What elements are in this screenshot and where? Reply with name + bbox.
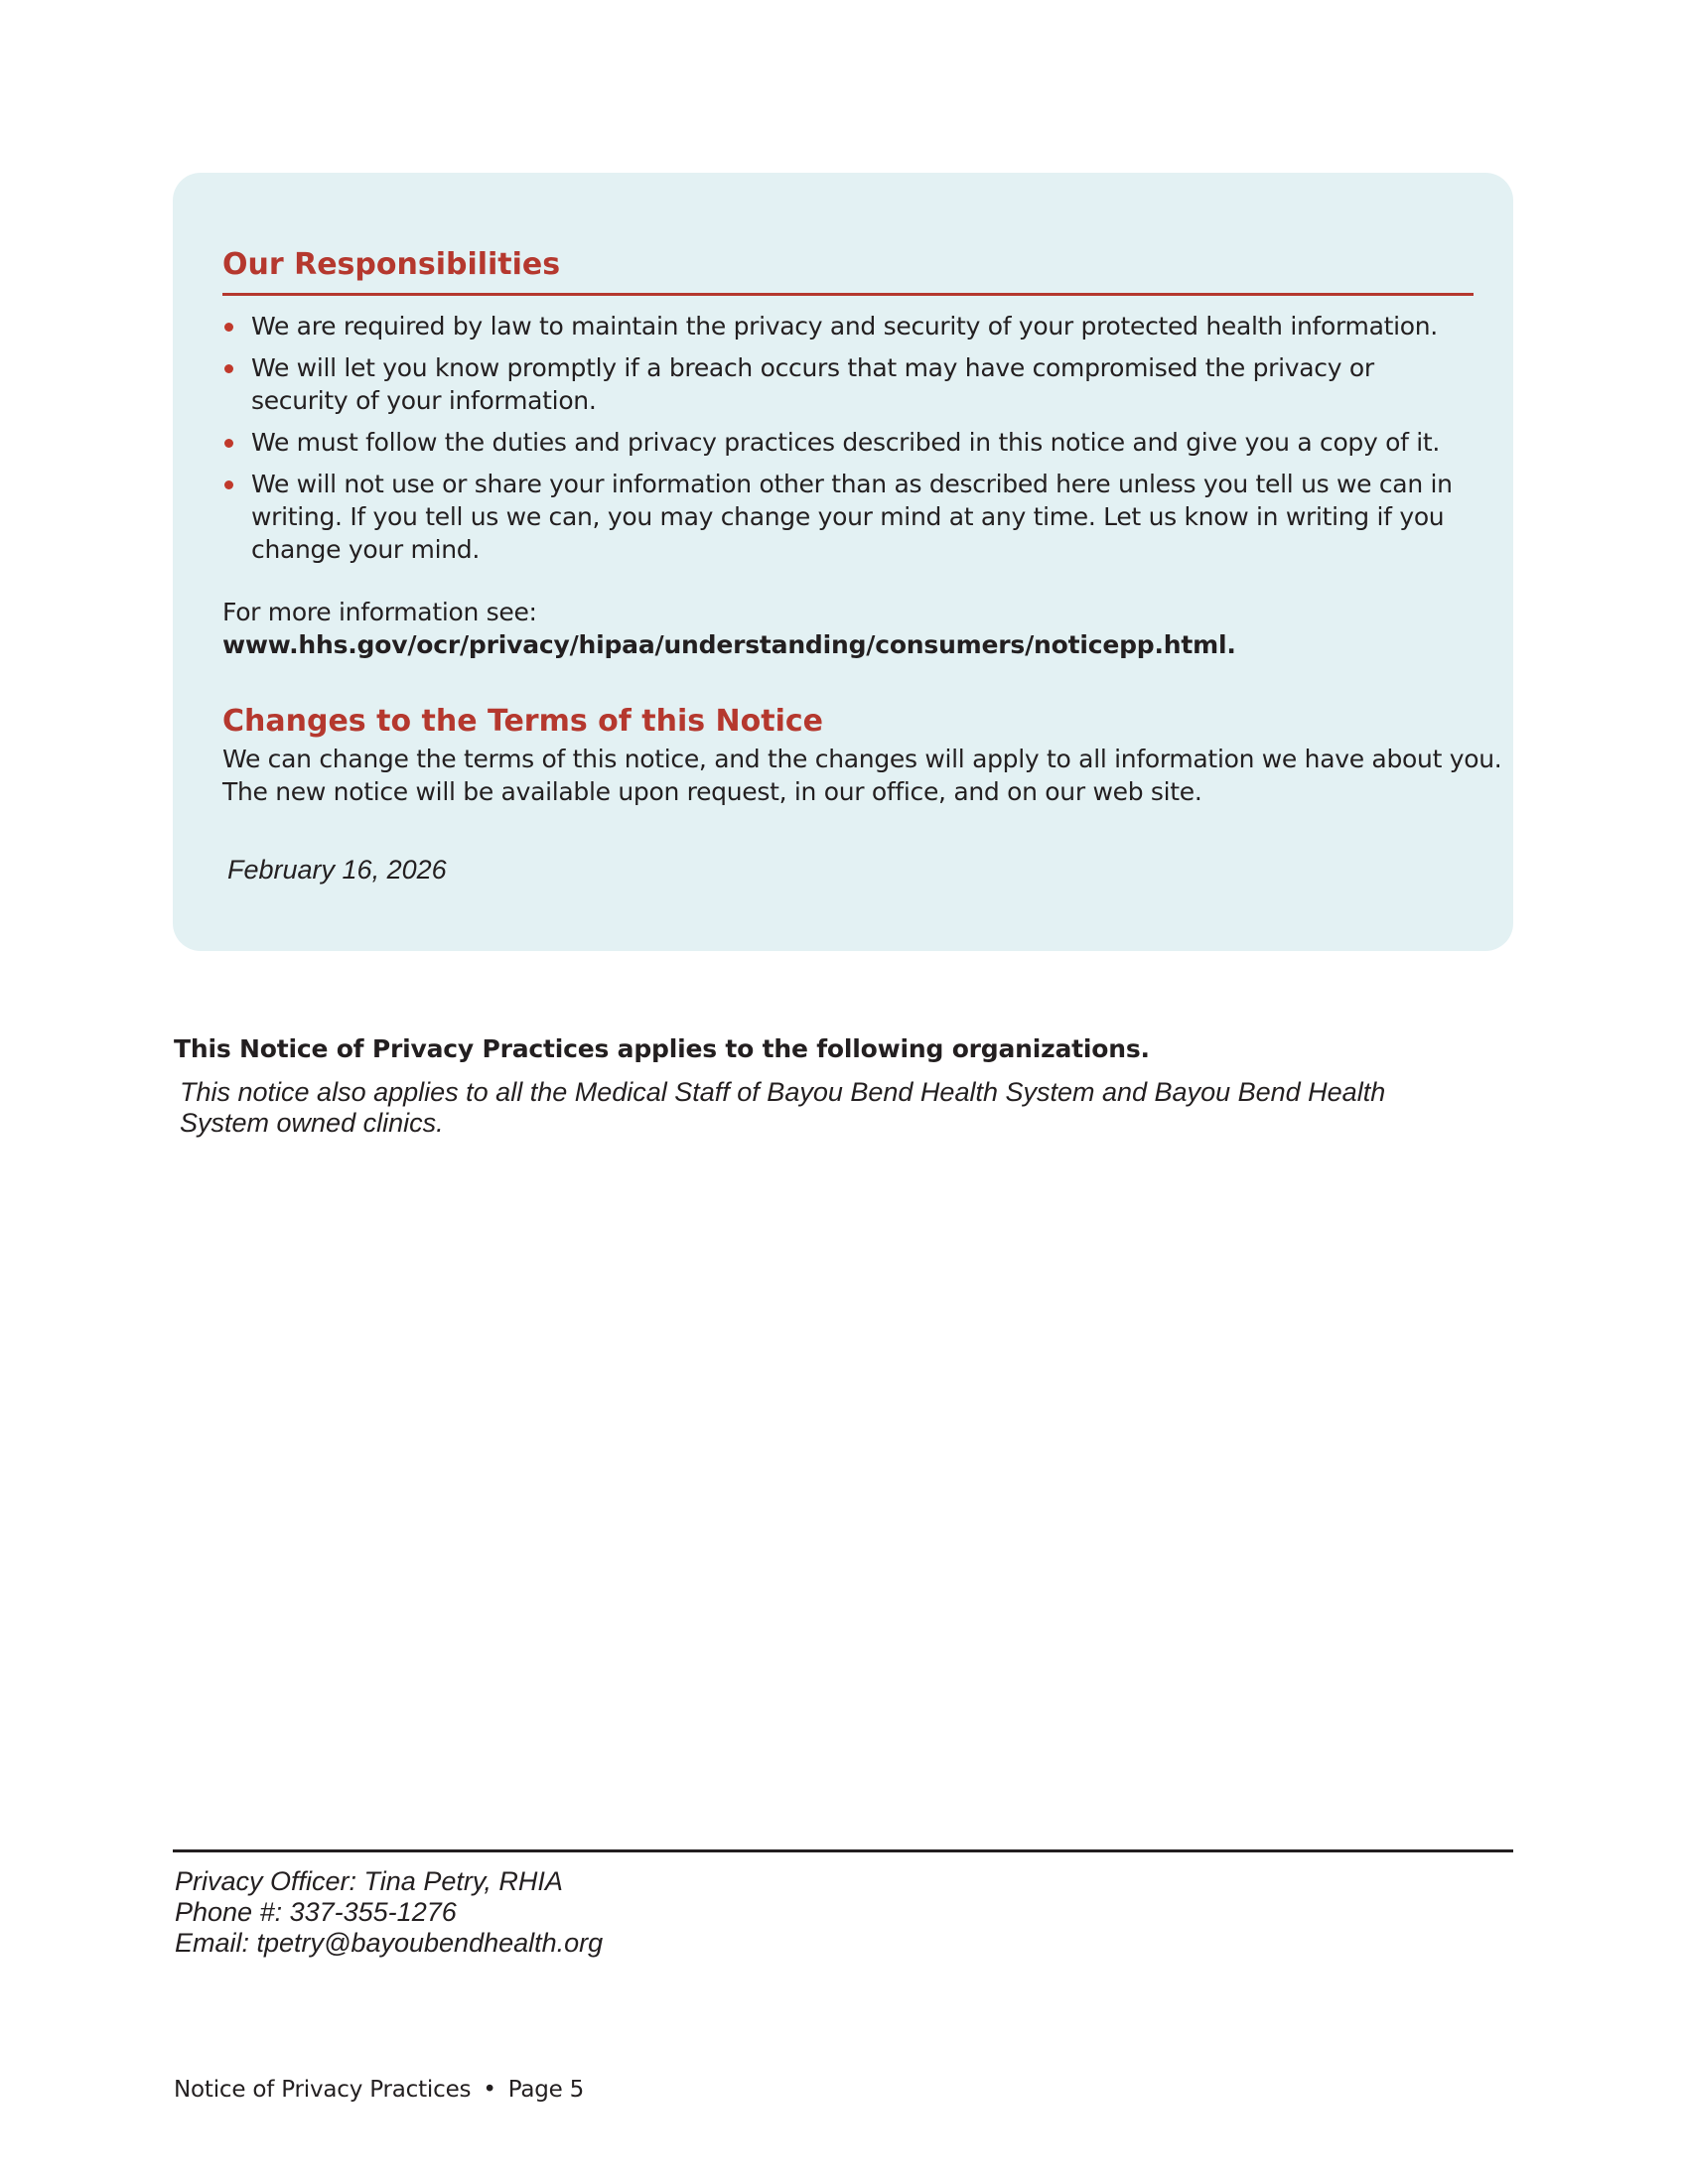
list-item	[222, 310, 1474, 342]
heading-divider	[222, 293, 1474, 296]
changes-heading: Changes to the Terms of this Notice	[222, 703, 824, 739]
list-item-text: We will let you know promptly if a breach occurs that may have compromised the privacy or security of your information.	[251, 352, 1374, 415]
footer-title: Notice of Privacy Practices	[174, 2077, 472, 2103]
effective-date: February 16, 2026	[227, 855, 447, 885]
privacy-officer-contact	[175, 1866, 603, 1959]
footer-separator: •	[483, 2077, 496, 2103]
panel-content	[222, 247, 1502, 887]
list-item-text: We are required by law to maintain the privacy and security of your protected health information.	[251, 311, 1438, 341]
organizations-heading: This Notice of Privacy Practices applies to the following organizations.	[174, 1034, 1150, 1063]
changes-text: We can change the terms of this notice, and the changes will apply to all information we have about you. The new notice will be available upon request, in our office, and on our web site.	[222, 745, 1502, 806]
list-item	[222, 468, 1474, 566]
list-item-text: We must follow the duties and privacy practices described in this notice and give you a copy of it.	[251, 427, 1441, 457]
privacy-officer-email: Email: tpetry@bayoubendhealth.org	[175, 1928, 604, 1958]
bullet-icon	[224, 439, 233, 448]
bullet-icon	[224, 323, 233, 332]
responsibilities-panel	[173, 173, 1513, 951]
bullet-icon	[224, 364, 233, 373]
responsibilities-heading: Our Responsibilities	[222, 247, 561, 282]
organizations-note: This notice also applies to all the Medical Staff of Bayou Bend Health System and Bayou Bend Health System owned clinics.	[180, 1077, 1386, 1138]
privacy-officer-name: Privacy Officer: Tina Petry, RHIA	[175, 1866, 563, 1896]
list-item-text: We will not use or share your information other than as described here unless you tell us we can in writing. If you tell us we can, you may change your mind at any time. Let us know in writing if you change your mind.	[251, 469, 1453, 564]
hhs-link[interactable]: www.hhs.gov/ocr/privacy/hipaa/understanding/consumers/noticepp.html.	[222, 629, 1236, 659]
more-info-label: For more information see:	[222, 597, 537, 626]
responsibilities-list	[222, 310, 1474, 566]
page-number: Page 5	[507, 2077, 585, 2103]
list-item	[222, 426, 1474, 459]
list-item	[222, 351, 1474, 417]
page-footer	[174, 2075, 584, 2105]
bullet-icon	[224, 480, 233, 489]
privacy-officer-phone: Phone #: 337-355-1276	[175, 1897, 457, 1927]
footer-divider	[173, 1849, 1513, 1852]
more-info-line	[222, 596, 1474, 661]
